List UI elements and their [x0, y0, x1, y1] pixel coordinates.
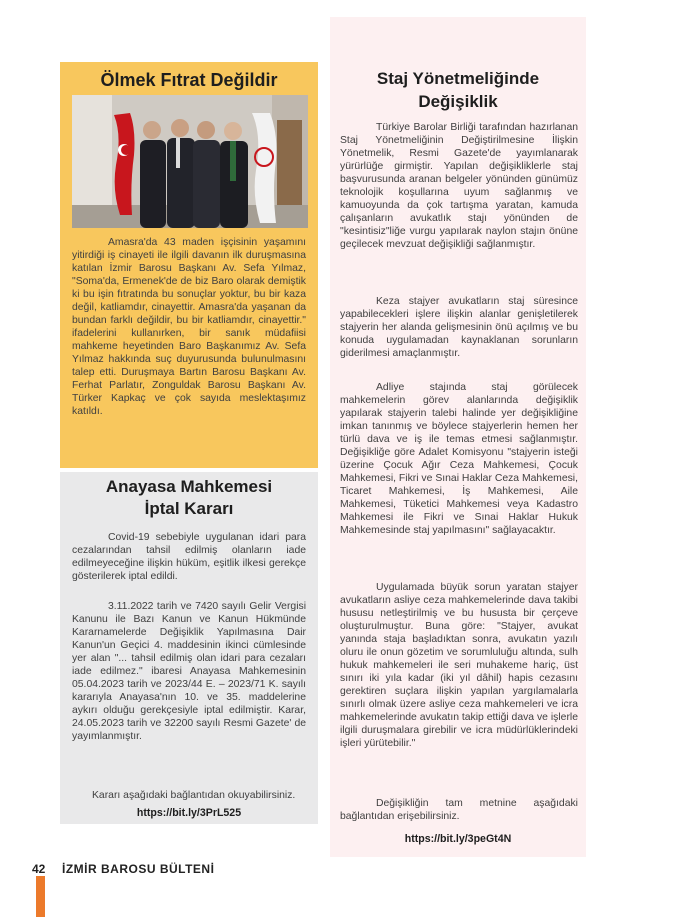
page-number: 42 [32, 862, 46, 876]
article-staj-para4: Uygulamada büyük sorun yaratan stajyer avukatların asliye ceza mahkemelerinde dava takibi hususu netleştirilmiş ve bu hususta bir çerçeve oluşturulmuştur. Buna göre: "Stajyer, avukat yanında staja başladıktan sonra, avukatın yazılı oluru ile onun gözetim ve sorumluluğu altında, sulh hukuk mahkemeleri ile seri muhakeme hariç, üst sınırı iki yıla kadar (iki yıl dâhil) hapis cezasını gerektiren suçlara ilişkin yapılan yargılamalarla sınırlı olmak üzere asliye ceza mahkemeleri ve icra mahkemelerinde avukatın takip ettiği dava ve işlerle ilgili duruşmalara girebilir ve icra müdürlüklerindeki işleri yürütebilir." [340, 582, 578, 749]
article-staj-title-line1: Staj Yönetmeliğinde [376, 69, 540, 88]
article-anayasa-box [60, 472, 318, 824]
publication-title: İZMİR BAROSU BÜLTENİ [62, 862, 215, 876]
article-anayasa-link[interactable]: https://bit.ly/3PrL525 [136, 807, 242, 819]
article-staj-para3: Adliye stajında staj görülecek mahkemelerin görev alanlarında değişiklik yapılarak stajyerin talebi halinde yer değişikliğine imkan tanınmış ve böylece stajyerlerin hemen her türlü dava ve iş ile temas etmesi sağlanmıştır. Değişikliğe göre Adalet Komisyonu "stajyerin isteği üzerine Çocuk Ağır Ceza Mahkemesi, Çocuk Mahkemesi, Fikri ve Sınai Haklar Ceza Mahkemesi, Ticaret Mahkemesi, İş Mahkemesi, Aile Mahkemesi, Tüketici Mahkemesi veya Kadastro Mahkemesi ile Fikri ve Sınai Haklar Hukuk Mahkemesinde staj yapılmasını" sağlayacaktır. [340, 382, 578, 536]
article-anayasa-para3: Kararı aşağıdaki bağlantıdan okuyabilirsiniz. [92, 790, 296, 801]
article-anayasa-title [60, 476, 318, 520]
article-anayasa-title-line1: Anayasa Mahkemesi [105, 477, 273, 496]
article-staj-link[interactable]: https://bit.ly/3peGt4N [404, 833, 512, 845]
article-staj-para5: Değişikliğin tam metnine aşağıdaki bağlantıdan erişebilirsiniz. [340, 798, 578, 822]
article-anayasa-title-line2: İptal Kararı [144, 499, 234, 518]
article-olmek-title: Ölmek Fıtrat Değildir [100, 70, 278, 90]
article-anayasa-para1: Covid-19 sebebiyle uygulanan idari para cezalarından tahsil edilmiş olanların iade edilmeyeceğine ilişkin hüküm, eşitlik ilkesi gerekçe gösterilerek iptal edildi. [72, 532, 306, 582]
article-staj-title-line2: Değişiklik [418, 92, 498, 111]
article-anayasa-para2: 3.11.2022 tarih ve 7420 sayılı Gelir Vergisi Kanunu ile Bazı Kanun ve Kanun Hükmünde Kararnamelerde Değişiklik Yapılmasına Dair Kanun'un Geçici 4. maddesinin ikinci cümlesinde yer alan "... tahsil edilmiş olan idari para cezaları iade edilmez." ibaresi Anayasa Mahkemesinin 05.04.2023 tarih ve 2023/44 E. – 2023/71 K. sayılı kararıyla Anayasa'nın 10. ve 35. maddelerine aykırı olduğu gerekçesiyle iptal edilmiştir. Karar, 24.05.2023 tarih ve 32200 sayılı Resmi Gazete' de yayımlanmıştır. [72, 601, 306, 742]
article-staj-para2: Keza stajyer avukatların staj süresince yapabilecekleri işlere ilişkin alanlar genişletilerek stajyerin her alanda gelişmesinin önü açılmış ve bu konuda uygulamadan kaynaklanan sorunların giderilmesi amaçlanmıştır. [340, 296, 578, 359]
lawyers-group-photo [72, 95, 308, 228]
article-staj-box [330, 17, 586, 857]
article-staj-title [330, 67, 586, 113]
article-olmek-box [60, 62, 318, 468]
article-olmek-body: Amasra'da 43 maden işçisinin yaşamını yitirdiği iş cinayeti ile ilgili davanın ilk duruşmasına katılan İzmir Barosu Başkanı Av. Sefa Yılmaz, "Soma'da, Ermenek'de de biz Baro olarak demiştik ki bu işin fıtratında bu sonuçlar yoktur, bu bir kaza değil, katliamdır, cinayettir. Amasra'da yaşanan da bundan farklı değildir, bu bir katliamdır, cinayettir." ifadelerini kullanırken, bir sanık müdafiisi mahkeme heyetinden Baro Başkanımız Av. Sefa Yılmaz hakkında suç duyurusunda bulunulmasını talep etti. Duruşmaya Bartın Barosu Başkanı Av. Ferhat Parlatır, Zonguldak Barosu Başkanı Av. Türker Kapkaç ve çok sayıda meslektaşımız katıldı. [72, 237, 306, 417]
footer-accent-bar [36, 876, 45, 917]
article-staj-para1: Türkiye Barolar Birliği tarafından hazırlanan Staj Yönetmeliğinin Değiştirilmesine İlişkin Yönetmelik, Resmi Gazete'de yayımlanarak yürürlüğe girmiştir. Yapılan değişikliklerle staj başvurusunda aranan belgeler yönünden günümüz teknolojik koşullarına uyum sağlanmış ve kamuoyunda da çok tartışma yaratan, kamuda çalışanların avukatlık stajı yönünden de "kesintisiz"liğe vurgu yapılarak naylon stajın önüne geçilecek mevzuat değişikliği sağlanmıştır. [340, 122, 578, 250]
